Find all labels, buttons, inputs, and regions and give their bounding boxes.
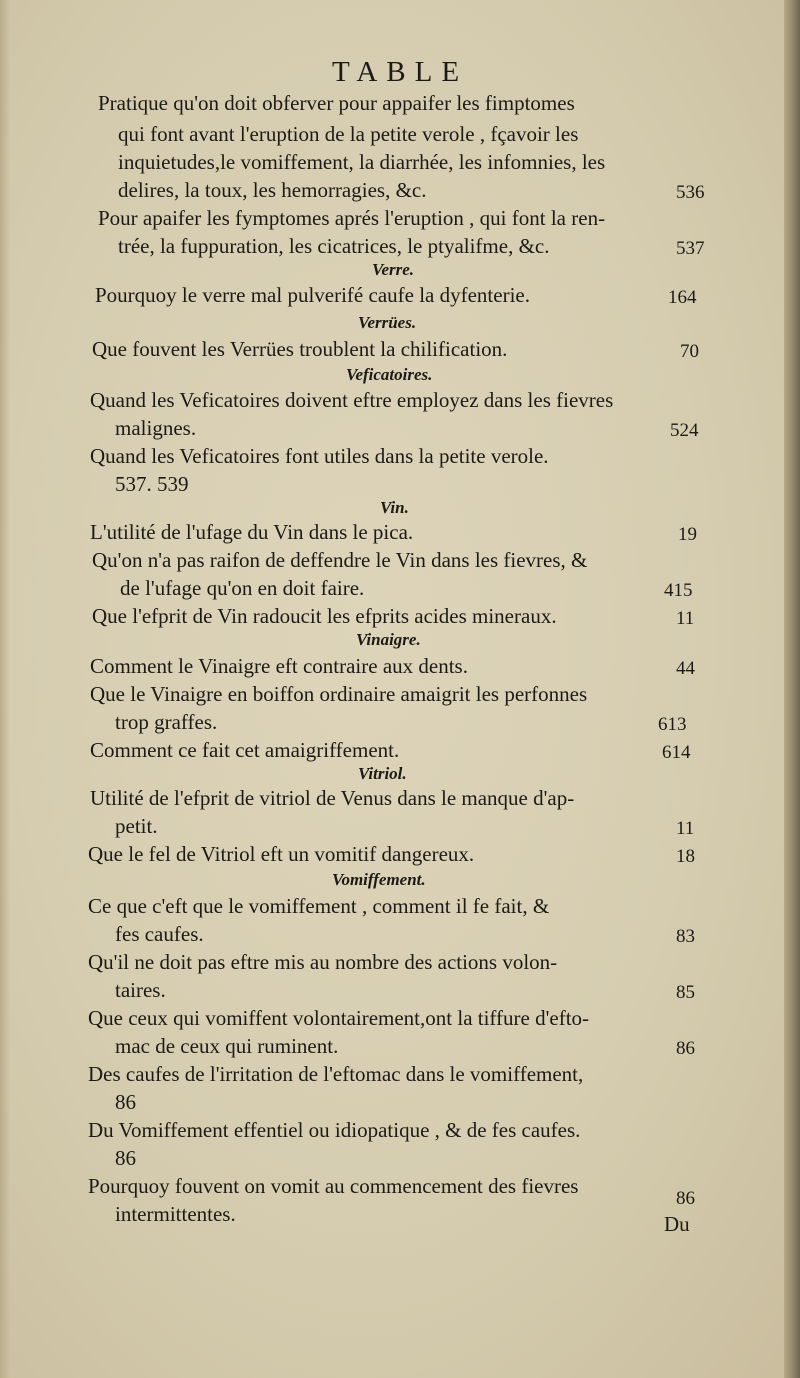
index-line: Comment le Vinaigre eft contraire aux dents. — [90, 654, 468, 678]
index-line: Que le fel de Vitriol eft un vomitif dangereux. — [88, 842, 475, 866]
index-line: Pourquoy fouvent on vomit au commencement des fievres — [88, 1174, 579, 1198]
page-number: 86 — [676, 1038, 695, 1059]
page-number: 83 — [676, 926, 695, 947]
section-heading: Vomiffement. — [332, 870, 426, 889]
index-line: Ce que c'eft que le vomiffement , comment il fe fait, & — [88, 894, 550, 918]
page-number: 537 — [676, 238, 705, 259]
index-line: 86 — [115, 1090, 136, 1114]
page-left-edge — [0, 0, 10, 1378]
index-line: intermittentes. — [115, 1202, 236, 1226]
index-line: Quand les Veficatoires doivent eftre employez dans les fievres — [90, 388, 614, 412]
index-line: de l'ufage qu'on en doit faire. — [120, 576, 365, 600]
page-number: 613 — [658, 714, 687, 735]
index-line: Comment ce fait cet amaigriffement. — [90, 738, 400, 762]
index-line: fes caufes. — [115, 922, 204, 946]
index-line: Quand les Veficatoires font utiles dans la petite verole. — [90, 444, 549, 468]
index-line: Pourquoy le verre mal pulverifé caufe la dyfenterie. — [95, 283, 530, 307]
section-heading: Veficatoires. — [346, 365, 433, 384]
page-number: 164 — [668, 287, 697, 308]
catchword: Du — [664, 1212, 690, 1236]
page-number: 19 — [678, 524, 697, 545]
index-line: petit. — [115, 814, 158, 838]
index-line: qui font avant l'eruption de la petite verole , fçavoir les — [118, 122, 579, 146]
index-line: mac de ceux qui ruminent. — [115, 1034, 339, 1058]
page-number: 11 — [676, 818, 695, 839]
index-line: delires, la toux, les hemorragies, &c. — [118, 178, 427, 202]
index-line: Du Vomiffement effentiel ou idiopatique , & de fes caufes. — [88, 1118, 581, 1142]
index-line: trop graffes. — [115, 710, 218, 734]
page-number: 70 — [680, 341, 699, 362]
section-heading: Vinaigre. — [356, 630, 421, 649]
page-number: 11 — [676, 608, 695, 629]
section-heading: Verre. — [372, 260, 415, 279]
index-line: taires. — [115, 978, 166, 1002]
section-heading: Vin. — [380, 498, 409, 517]
page-number: 536 — [676, 182, 705, 203]
index-line: trée, la fuppuration, les cicatrices, le ptyalifme, &c. — [118, 234, 550, 258]
index-line: malignes. — [115, 416, 197, 440]
page-number: 524 — [670, 420, 699, 441]
index-line: Qu'il ne doit pas eftre mis au nombre des actions volon- — [88, 950, 558, 974]
page-number: 86 — [676, 1188, 695, 1209]
page-number: 18 — [676, 846, 695, 867]
index-line: Que le Vinaigre en boiffon ordinaire amaigrit les perfonnes — [90, 682, 588, 706]
page-number: 614 — [662, 742, 691, 763]
index-line: Que fouvent les Verrües troublent la chilification. — [92, 337, 508, 361]
index-line: Pour apaifer les fymptomes aprés l'eruption , qui font la ren- — [98, 206, 606, 230]
section-heading: Verrües. — [358, 313, 417, 332]
section-heading: Vitriol. — [358, 764, 407, 783]
index-line: Qu'on n'a pas raifon de deffendre le Vin dans les fievres, & — [92, 548, 588, 572]
index-line: L'utilité de l'ufage du Vin dans le pica. — [90, 520, 414, 544]
page-number: 415 — [664, 580, 693, 601]
index-line: 86 — [115, 1146, 136, 1170]
index-line: inquietudes,le vomiffement, la diarrhée, les infomnies, les — [118, 150, 606, 174]
page-right-edge — [784, 0, 800, 1378]
index-line: Utilité de l'efprit de vitriol de Venus dans le manque d'ap- — [90, 786, 575, 810]
index-line: Que l'efprit de Vin radoucit les efprits acides mineraux. — [92, 604, 557, 628]
page-number: 85 — [676, 982, 695, 1003]
page-number: 44 — [676, 658, 695, 679]
index-line: Pratique qu'on doit obferver pour appaifer les fimptomes — [98, 91, 575, 115]
index-line: Des caufes de l'irritation de l'eftomac dans le vomiffement, — [88, 1062, 584, 1086]
index-line: Que ceux qui vomiffent volontairement,ont la tiffure d'efto- — [88, 1006, 590, 1030]
index-line: 537. 539 — [115, 472, 189, 496]
running-head: TABLE — [331, 56, 469, 88]
